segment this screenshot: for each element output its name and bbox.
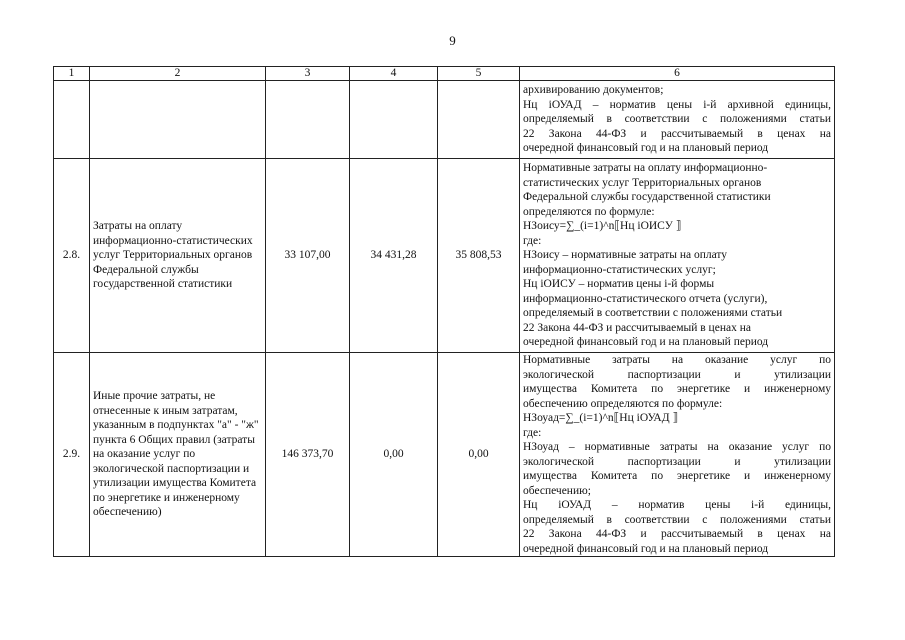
value-col5: 35 808,53 [438,159,520,353]
table-row [54,353,835,557]
description-line: НЗоису – нормативные затраты на оплату [523,249,728,262]
description-line: Федеральной службы государственной статистики [523,191,771,204]
description-line: 22 Закона 44-ФЗ и рассчитываемый в ценах на [523,321,751,334]
table-row [54,81,835,159]
row-name: Затраты на оплату информационно-статистических услуг Территориальных органов Федеральной службы государственной статистики [90,159,266,353]
description-line: Нц iОУАД – норматив цены i-й единицы, [523,499,831,511]
value-col4 [350,81,438,159]
description-line: определяемый в соответствии с положениями статьи [523,113,831,126]
description-line: обеспечению; [523,484,591,497]
value-col3: 33 107,00 [266,159,350,353]
description-line: имущества Комитета по энергетике и инженерному [523,470,831,482]
row-description [520,159,835,353]
description-line: информационно-статистических услуг; [523,263,716,276]
value-col5 [438,81,520,159]
description-line: информационно-статистического отчета (услуги), [523,292,768,305]
description-line: 22 Закона 44-ФЗ и рассчитываемый в ценах на [523,528,831,540]
description-line: Нормативные затраты на оплату информационно- [523,162,768,175]
description-line: где: [523,426,542,439]
description-line: НЗоуад – нормативные затраты на оказание услуг по [523,441,831,453]
row-number: 2.9. [54,353,90,557]
row-name: Иные прочие затраты, не отнесенные к иным затратам, указанным в подпунктах "а" - "ж" пункта 6 Общих правил (затраты на оказание услуг по экологической паспортизации и утилизации имущества Комитета по энергетике и инженерному обеспечению) [90,353,266,557]
column-header: 1 [54,67,90,81]
row-description [520,353,835,557]
column-header: 5 [438,67,520,81]
description-line: архивированию документов; [523,84,664,97]
cost-table [53,66,835,557]
description-line: НЗоису=∑_(i=1)^n⟦Нц iОИСУ ⟧ [523,220,682,233]
value-col3 [266,81,350,159]
description-line: 22 Закона 44-ФЗ и рассчитываемый в ценах на [523,127,831,140]
description-line: определяемый в соответствии с положениями статьи [523,307,783,320]
description-line: очередной финансовый год и на плановый период [523,142,769,155]
description-line: НЗоуад=∑_(i=1)^n⟦Нц iОУАД ⟧ [523,412,679,424]
column-header: 2 [90,67,266,81]
description-line: Нормативные затраты на оказание услуг по [523,354,831,366]
row-number [54,81,90,159]
row-description [520,81,835,159]
description-line: Нц iОИСУ – норматив цены i-й формы [523,278,715,291]
table-row [54,159,835,353]
column-header: 3 [266,67,350,81]
page-number: 9 [449,33,456,48]
value-col4: 0,00 [350,353,438,557]
description-line: очередной финансовый год и на плановый период [523,336,769,349]
description-line: Нц iОУАД – норматив цены i-й архивной единицы, [523,98,831,111]
description-line: где: [523,234,542,247]
description-line: статистических услуг Территориальных органов [523,176,762,189]
description-line: очередной финансовый год и на плановый период [523,542,769,555]
row-name [90,81,266,159]
description-line: определяются по формуле: [523,205,655,218]
column-header: 6 [520,67,835,81]
description-line: определяемый в соответствии с положениями статьи [523,513,831,526]
header-row [54,67,835,81]
description-line: имущества Комитета по энергетике и инженерному [523,383,831,395]
row-number: 2.8. [54,159,90,353]
description-line: обеспечению определяются по формуле: [523,397,723,410]
description-line: экологической паспортизации и утилизации [523,368,831,381]
value-col5: 0,00 [438,353,520,557]
description-line: экологической паспортизации и утилизации [523,455,831,468]
value-col4: 34 431,28 [350,159,438,353]
column-header: 4 [350,67,438,81]
value-col3: 146 373,70 [266,353,350,557]
